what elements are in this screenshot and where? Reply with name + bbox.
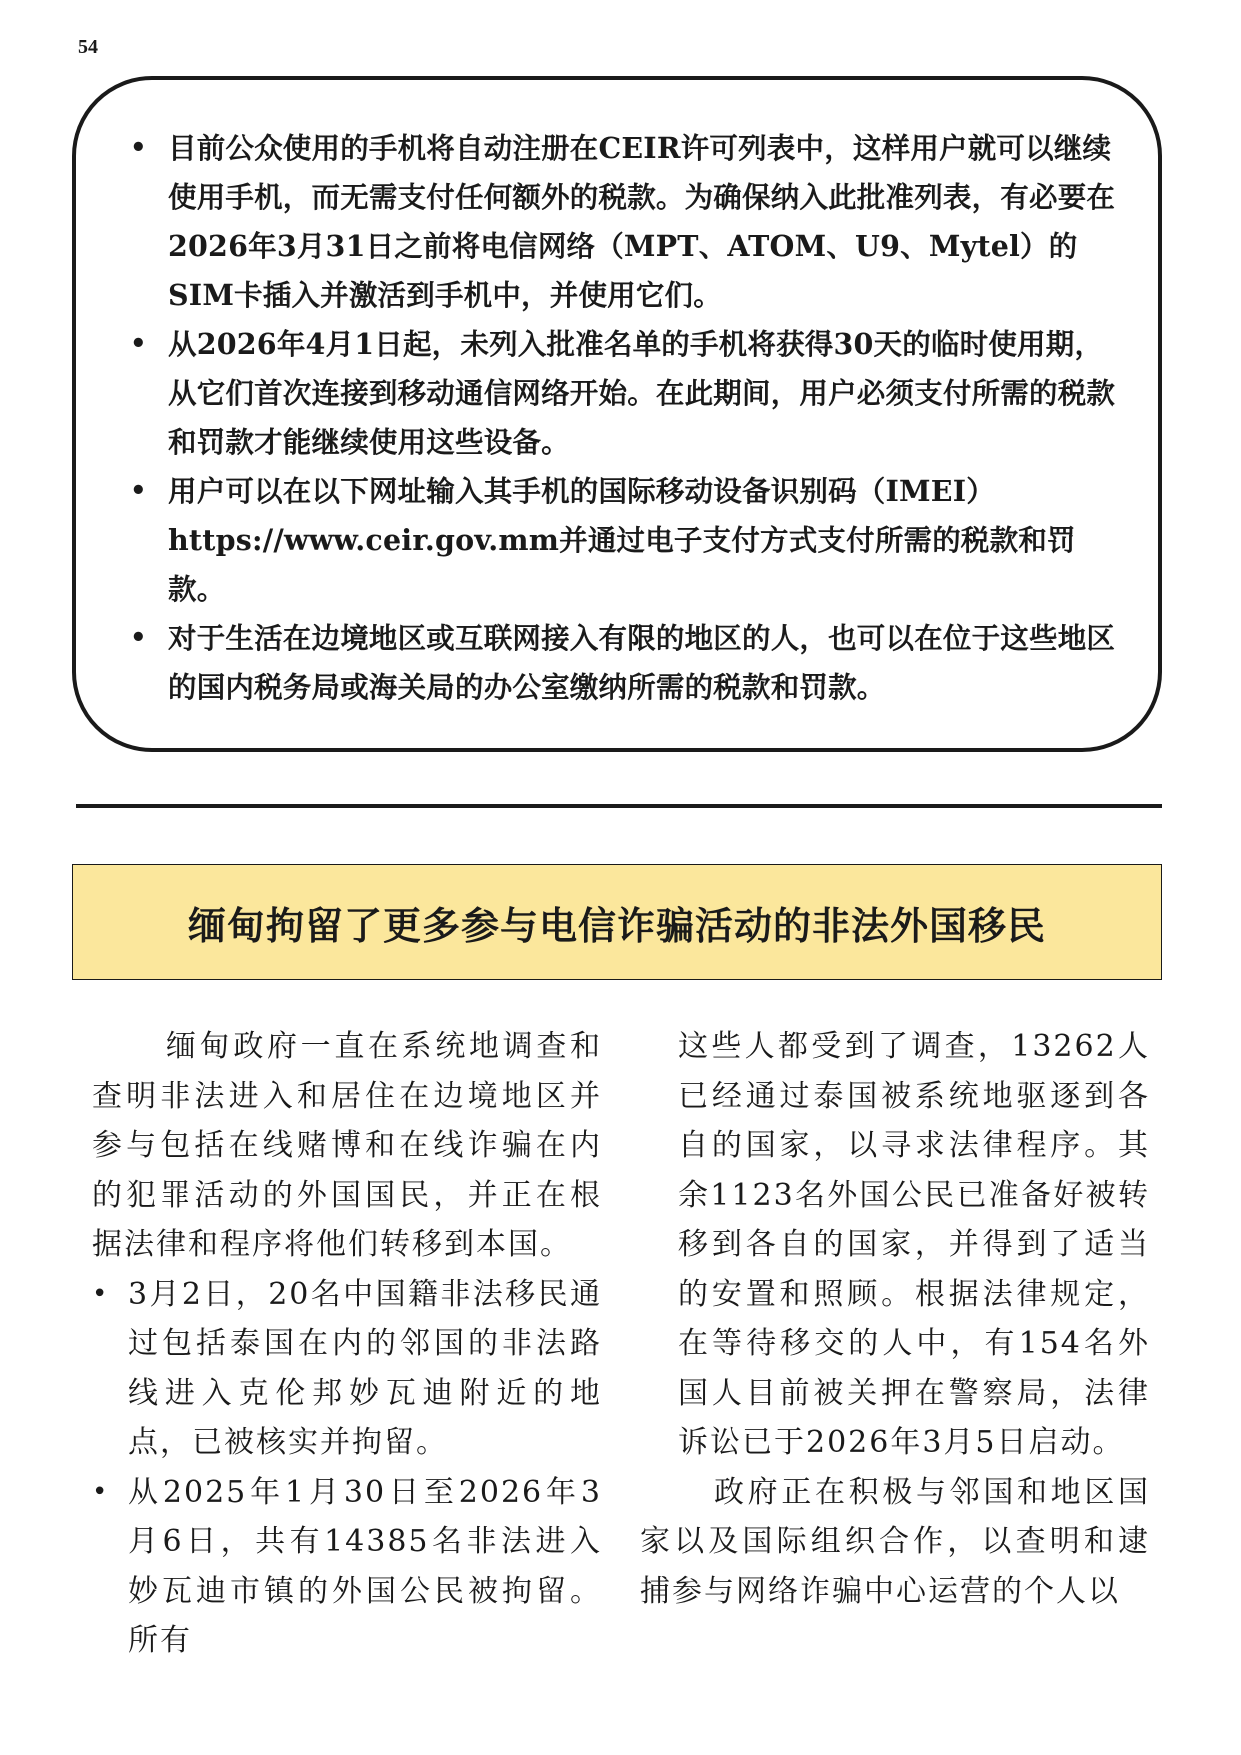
article-intro: 缅甸政府一直在系统地调查和查明非法进入和居住在边境地区并参与包括在线赌博和在线诈骗在内的犯罪活动的外国国民，并正在根据法律和程序将他们转移到本国。	[92, 1029, 602, 1262]
notice-item	[126, 467, 1118, 614]
notice-text: 用户可以在以下网址输入其手机的国际移动设备识别码（IMEI）https://www.ceir.gov.mm并通过电子支付方式支付所需的税款和罚款。	[168, 474, 1076, 606]
bullet-icon: •	[130, 623, 147, 653]
article-right-column	[640, 1022, 1150, 1616]
section-divider	[76, 804, 1162, 808]
article-left-column	[92, 1022, 602, 1666]
notice-box	[72, 76, 1162, 752]
bullet-icon: •	[92, 1476, 110, 1507]
notice-item	[126, 320, 1118, 467]
notice-item	[126, 614, 1118, 712]
article-bullet-item	[92, 1270, 602, 1468]
notice-text: 从2026年4月1日起，未列入批准名单的手机将获得30天的临时使用期，从它们首次连接到移动通信网络开始。在此期间，用户必须支付所需的税款和罚款才能继续使用这些设备。	[168, 327, 1116, 459]
bullet-icon: •	[130, 133, 147, 163]
article-headline: 缅甸拘留了更多参与电信诈骗活动的非法外国移民	[187, 902, 1046, 948]
notice-list	[126, 124, 1118, 712]
headline-box	[72, 864, 1162, 980]
article-bullet-list	[92, 1270, 602, 1666]
bullet-icon: •	[92, 1278, 110, 1309]
page-number: 54	[78, 36, 98, 58]
bullet-icon: •	[130, 329, 147, 359]
bullet-icon: •	[130, 476, 147, 506]
article-bullet-text: 3月2日，20名中国籍非法移民通过包括泰国在内的邻国的非法路线进入克伦邦妙瓦迪附近的地点，已被核实并拘留。	[128, 1276, 602, 1460]
article-bullet-text: 从2025年1月30日至2026年3月6日，共有14385名非法进入妙瓦迪市镇的外国公民被拘留。所有	[128, 1474, 602, 1658]
notice-text: 目前公众使用的手机将自动注册在CEIR许可列表中，这样用户就可以继续使用手机，而无需支付任何额外的税款。为确保纳入此批准列表，有必要在2026年3月31日之前将电信网络（MPT、ATOM、U9、Mytel）的SIM卡插入并激活到手机中，并使用它们。	[168, 131, 1116, 312]
notice-text: 对于生活在边境地区或互联网接入有限的地区的人，也可以在位于这些地区的国内税务局或海关局的办公室缴纳所需的税款和罚款。	[168, 621, 1116, 704]
article-continuation: 这些人都受到了调查，13262人已经通过泰国被系统地驱逐到各自的国家，以寻求法律程序。其余1123名外国公民已准备好被转移到各自的国家，并得到了适当的安置和照顾。根据法律规定，在等待移交的人中，有154名外国人目前被关押在警察局，法律诉讼已于2026年3月5日启动。	[678, 1029, 1150, 1460]
article-paragraph: 政府正在积极与邻国和地区国家以及国际组织合作，以查明和逮捕参与网络诈骗中心运营的个人以	[640, 1474, 1150, 1609]
notice-item	[126, 124, 1118, 320]
article-bullet-item	[92, 1468, 602, 1666]
